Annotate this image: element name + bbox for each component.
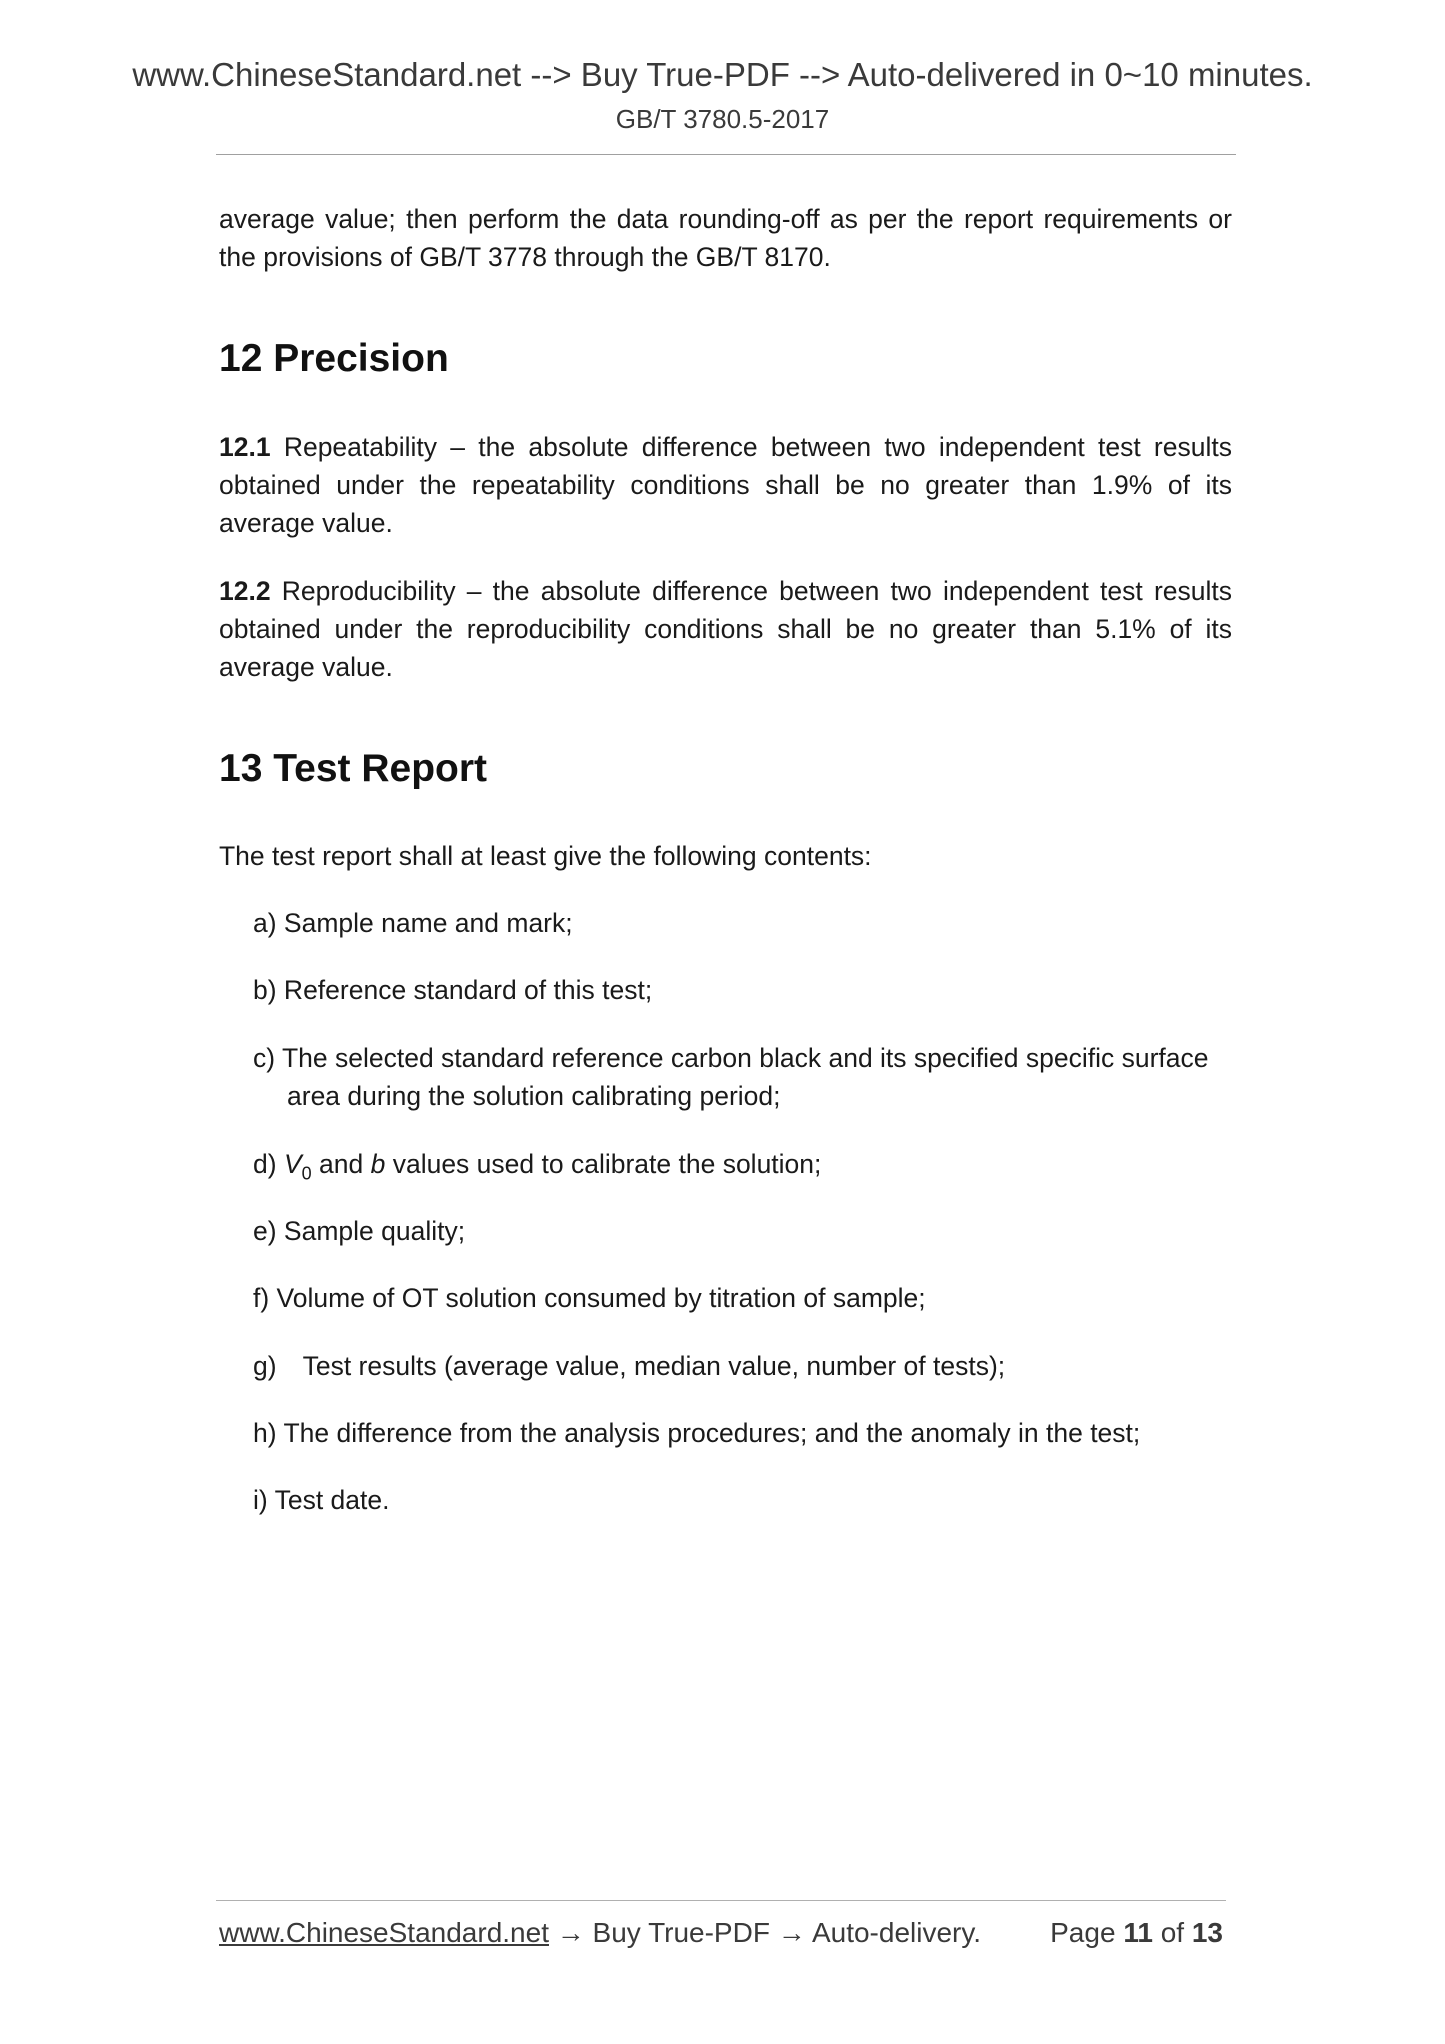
page-indicator bbox=[1050, 1916, 1223, 1950]
page-number: 11 bbox=[1123, 1917, 1153, 1948]
list-item-g bbox=[253, 1347, 1233, 1385]
list-item-d-rest: values used to calibrate the solution; bbox=[385, 1149, 822, 1179]
of-label: of bbox=[1160, 1917, 1185, 1948]
list-item-b: b) Reference standard of this test; bbox=[253, 975, 653, 1005]
page-label: Page bbox=[1050, 1917, 1116, 1948]
clause-number: 12.1 bbox=[219, 432, 271, 462]
clause-number: 12.2 bbox=[219, 576, 271, 606]
list-item-f: f) Volume of OT solution consumed by titration of sample; bbox=[253, 1283, 926, 1313]
list-item-e: e) Sample quality; bbox=[253, 1216, 466, 1246]
paragraph-12-1 bbox=[219, 428, 1232, 542]
list-item-c-line2: area during the solution calibrating period; bbox=[287, 1081, 781, 1111]
footer-divider bbox=[216, 1900, 1226, 1901]
report-intro: The test report shall at least give the following contents: bbox=[219, 841, 872, 871]
site-banner: www.ChineseStandard.net --> Buy True-PDF --> Auto-delivered in 0~10 minutes. bbox=[132, 56, 1313, 93]
list-item-c bbox=[253, 1039, 1233, 1115]
clause-text: Reproducibility – the absolute difference between two independent test results obtained under the reproducibility conditions shall be no greater than 5.1% of its average value. bbox=[219, 576, 1232, 682]
variable-b: b bbox=[370, 1149, 386, 1179]
variable-v-subscript: 0 bbox=[301, 1163, 312, 1184]
standard-code: GB/T 3780.5-2017 bbox=[615, 104, 830, 134]
footer-buy-text: Buy True-PDF bbox=[592, 1917, 770, 1948]
list-item-h: h) The difference from the analysis procedures; and the anomaly in the test; bbox=[253, 1418, 1141, 1448]
paragraph-12-2 bbox=[219, 572, 1232, 686]
intro-paragraph: average value; then perform the data rounding-off as per the report requirements or the provisions of GB/T 3778 through the GB/T 8170. bbox=[219, 204, 1232, 272]
list-item-g-label: g) bbox=[253, 1351, 277, 1381]
list-item-a: a) Sample name and mark; bbox=[253, 908, 573, 938]
clause-text: Repeatability – the absolute difference between two independent test results obtained under the repeatability conditions shall be no greater than 1.9% of its average value. bbox=[219, 432, 1232, 538]
list-item-d bbox=[253, 1145, 1233, 1192]
section-13-heading: 13 Test Report bbox=[219, 747, 488, 790]
section-12-heading: 12 Precision bbox=[219, 337, 449, 380]
list-item-d-mid: and bbox=[311, 1149, 371, 1179]
footer-delivery-text: Auto-delivery. bbox=[811, 1917, 982, 1948]
list-item-c-line1: c) The selected standard reference carbon black and its specified specific surface bbox=[253, 1043, 1209, 1073]
footer-left bbox=[219, 1916, 981, 1950]
list-item-d-prefix: d) bbox=[253, 1149, 284, 1179]
list-item-i: i) Test date. bbox=[253, 1485, 390, 1515]
arrow-right-icon: → bbox=[556, 1917, 585, 1948]
list-item-g-text: Test results (average value, median value, number of tests); bbox=[302, 1351, 1006, 1381]
footer-site-link[interactable]: www.ChineseStandard.net bbox=[219, 1917, 549, 1948]
arrow-right-icon: → bbox=[777, 1917, 806, 1948]
header-divider bbox=[216, 154, 1236, 155]
variable-v: V bbox=[283, 1149, 302, 1179]
page-total: 13 bbox=[1191, 1917, 1223, 1948]
